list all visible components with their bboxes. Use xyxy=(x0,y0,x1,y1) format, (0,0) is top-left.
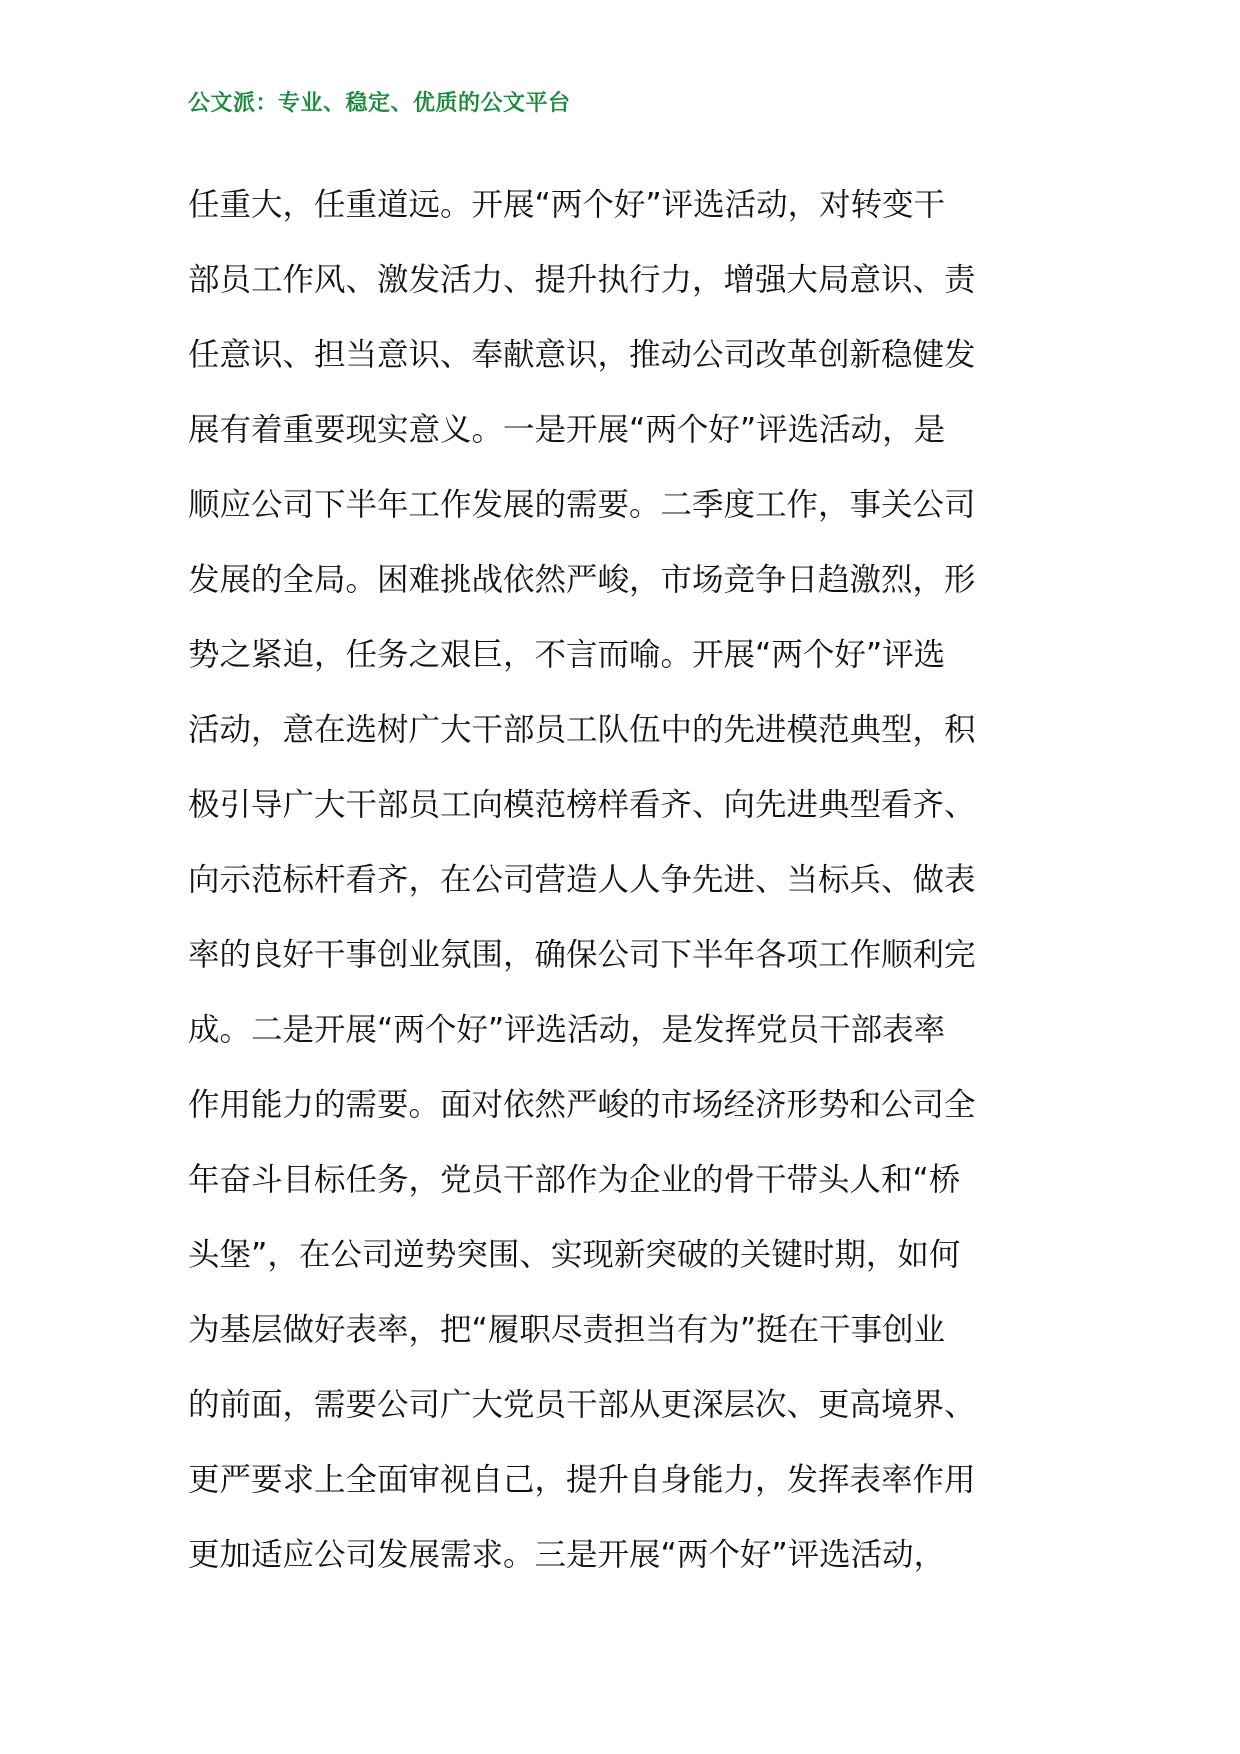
text-line: 活动，意在选树广大干部员工队伍中的先进模范典型，积 xyxy=(188,712,976,748)
text-line: 更加适应公司发展需求。三是开展“两个好”评选活动， xyxy=(188,1537,946,1573)
text-line: 率的良好干事创业氛围，确保公司下半年各项工作顺利完 xyxy=(188,937,976,973)
text-line: 头堡”，在公司逆势突围、实现新突破的关键时期，如何 xyxy=(188,1237,961,1273)
text-line: 任意识、担当意识、奉献意识，推动公司改革创新稳健发 xyxy=(188,337,976,373)
body-text xyxy=(188,168,1058,1593)
text-line: 的前面，需要公司广大党员干部从更深层次、更高境界、 xyxy=(188,1387,976,1423)
text-line: 势之紧迫，任务之艰巨，不言而喻。开展“两个好”评选 xyxy=(188,637,946,673)
page-header: 公文派：专业、稳定、优质的公文平台 xyxy=(188,90,571,116)
text-line: 年奋斗目标任务，党员干部作为企业的骨干带头人和“桥 xyxy=(188,1162,961,1198)
text-line: 任重大，任重道远。开展“两个好”评选活动，对转变干 xyxy=(188,187,946,223)
text-line: 作用能力的需要。面对依然严峻的市场经济形势和公司全 xyxy=(188,1087,976,1123)
text-line: 顺应公司下半年工作发展的需要。二季度工作，事关公司 xyxy=(188,487,976,523)
text-line: 更严要求上全面审视自己，提升自身能力，发挥表率作用 xyxy=(188,1462,976,1498)
text-line: 极引导广大干部员工向模范榜样看齐、向先进典型看齐、 xyxy=(188,787,976,823)
text-line: 展有着重要现实意义。一是开展“两个好”评选活动，是 xyxy=(188,412,946,448)
text-line: 发展的全局。困难挑战依然严峻，市场竞争日趋激烈，形 xyxy=(188,562,976,598)
text-line: 部员工作风、激发活力、提升执行力，增强大局意识、责 xyxy=(188,262,976,298)
text-line: 向示范标杆看齐，在公司营造人人争先进、当标兵、做表 xyxy=(188,862,976,898)
text-line: 为基层做好表率，把“履职尽责担当有为”挺在干事创业 xyxy=(188,1312,946,1348)
text-line: 成。二是开展“两个好”评选活动，是发挥党员干部表率 xyxy=(188,1012,946,1048)
